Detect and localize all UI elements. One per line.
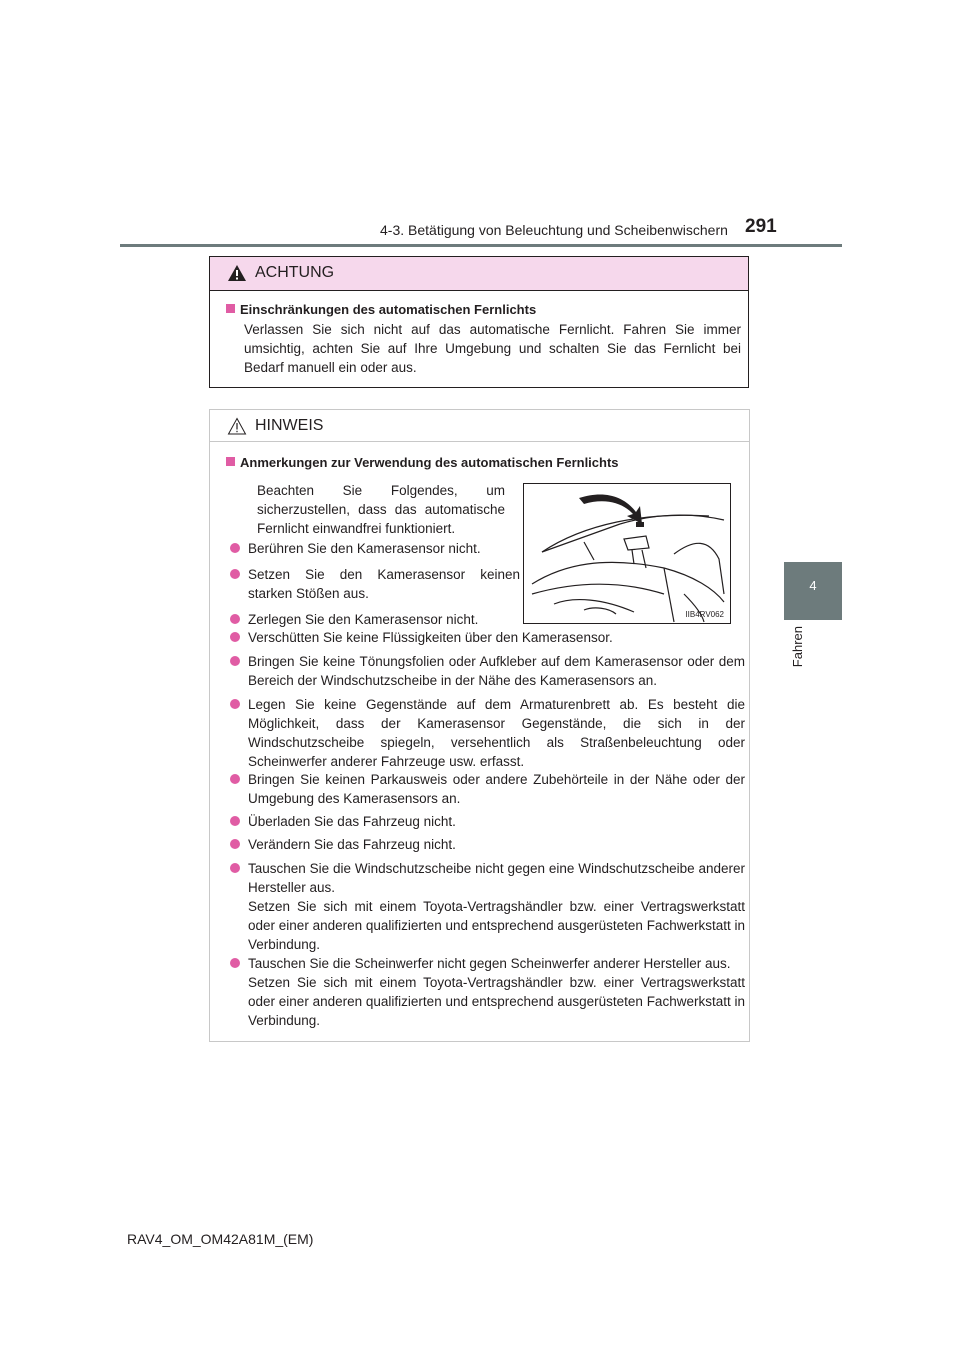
list-item xyxy=(230,652,745,690)
bullet-text: Legen Sie keine Gegenstände auf dem Armaturenbrett ab. Es besteht die Möglichkeit, dass der Kamerasensor Gegenstände, die sich in der Windschutzscheibe spiegeln, versehentlich als Straßenbeleuchtung oder Scheinwerfer anderer Fahrzeuge usw. erfasst. xyxy=(248,697,745,769)
bullet-text: Verschütten Sie keine Flüssigkeiten über den Kamerasensor. xyxy=(248,630,613,645)
list-item xyxy=(230,859,745,954)
bullet-contact-text: Setzen Sie sich mit einem Toyota-Vertragshändler bzw. einer Vertragswerkstatt oder einer anderen qualifizierten und entsprechend ausgerüsteten Fachwerkstatt in Verbindung. xyxy=(248,975,745,1028)
bullet-text: Bringen Sie keinen Parkausweis oder andere Zubehörteile in der Nähe oder der Umgebung des Kamerasensors an. xyxy=(248,772,745,806)
bullet-text: Tauschen Sie die Windschutzscheibe nicht gegen eine Windschutzscheibe anderer Hersteller aus. xyxy=(248,861,745,895)
document-code: RAV4_OM_OM42A81M_(EM) xyxy=(127,1231,314,1247)
note-box xyxy=(209,409,750,1042)
note-heading-text: Anmerkungen zur Verwendung des automatischen Fernlichts xyxy=(240,455,619,470)
caution-box xyxy=(209,256,749,388)
list-item xyxy=(230,539,520,558)
bullet-text: Verändern Sie das Fahrzeug nicht. xyxy=(248,837,456,852)
list-item xyxy=(230,954,745,1030)
list-item xyxy=(230,695,745,771)
caution-heading xyxy=(226,302,536,317)
bullet-dot-icon xyxy=(230,632,240,642)
bullet-text: Berühren Sie den Kamerasensor nicht. xyxy=(248,541,481,556)
list-item xyxy=(230,628,745,647)
bullet-dot-icon xyxy=(230,699,240,709)
bullet-dot-icon xyxy=(230,863,240,873)
chapter-number: 4 xyxy=(809,578,817,593)
section-title: 4-3. Betätigung von Beleuchtung und Scheibenwischern xyxy=(380,222,728,238)
bullet-dot-icon xyxy=(230,656,240,666)
windshield-illustration xyxy=(524,484,730,623)
list-item xyxy=(230,770,745,808)
bullet-text: Zerlegen Sie den Kamerasensor nicht. xyxy=(248,612,479,627)
page-number: 291 xyxy=(745,216,777,237)
note-intro: Beachten Sie Folgendes, um sicherzustellen, dass das automatische Fernlicht einwandfrei funktioniert. xyxy=(257,483,505,536)
bullet-text: Tauschen Sie die Scheinwerfer nicht gegen Scheinwerfer anderer Hersteller aus. xyxy=(248,956,731,971)
bullet-dot-icon xyxy=(230,958,240,968)
bullet-dot-icon xyxy=(230,543,240,553)
note-heading xyxy=(226,455,619,470)
chapter-tab xyxy=(784,562,842,620)
bullet-dot-icon xyxy=(230,774,240,784)
bullet-text: Bringen Sie keine Tönungsfolien oder Aufkleber auf dem Kamerasensor oder dem Bereich der Windschutzscheibe in der Nähe des Kamerasensors an. xyxy=(248,654,745,688)
camera-sensor-figure xyxy=(523,483,731,624)
header-rule xyxy=(120,244,842,247)
caution-title: ACHTUNG xyxy=(255,264,335,281)
list-item xyxy=(230,835,745,854)
list-item xyxy=(230,610,520,629)
caution-text: Verlassen Sie sich nicht auf das automatische Fernlicht. Fahren Sie immer umsichtig, achten Sie auf Ihre Umgebung und schalten Sie das Fernlicht bei Bedarf manuell ein oder aus. xyxy=(244,322,741,375)
square-bullet-icon xyxy=(226,457,235,466)
warning-triangle-icon xyxy=(227,264,247,282)
caution-outline-triangle-icon xyxy=(227,417,247,435)
bullet-contact-text: Setzen Sie sich mit einem Toyota-Vertragshändler bzw. einer Vertragswerkstatt oder einer anderen qualifizierten und entsprechend ausgerüsteten Fachwerkstatt in Verbindung. xyxy=(248,899,745,952)
bullet-text: Setzen Sie den Kamerasensor keinen starken Stößen aus. xyxy=(248,567,520,601)
bullet-dot-icon xyxy=(230,816,240,826)
bullet-dot-icon xyxy=(230,614,240,624)
bullet-text: Überladen Sie das Fahrzeug nicht. xyxy=(248,814,456,829)
list-item xyxy=(230,565,520,603)
square-bullet-icon xyxy=(226,304,235,313)
caution-heading-text: Einschränkungen des automatischen Fernlichts xyxy=(240,302,537,317)
list-item xyxy=(230,812,745,831)
figure-code: IIB4RV062 xyxy=(685,610,724,619)
bullet-dot-icon xyxy=(230,569,240,579)
note-header xyxy=(210,410,749,442)
chapter-label: Fahren xyxy=(790,626,805,668)
caution-header xyxy=(210,257,748,291)
bullet-dot-icon xyxy=(230,839,240,849)
note-title: HINWEIS xyxy=(255,417,324,434)
